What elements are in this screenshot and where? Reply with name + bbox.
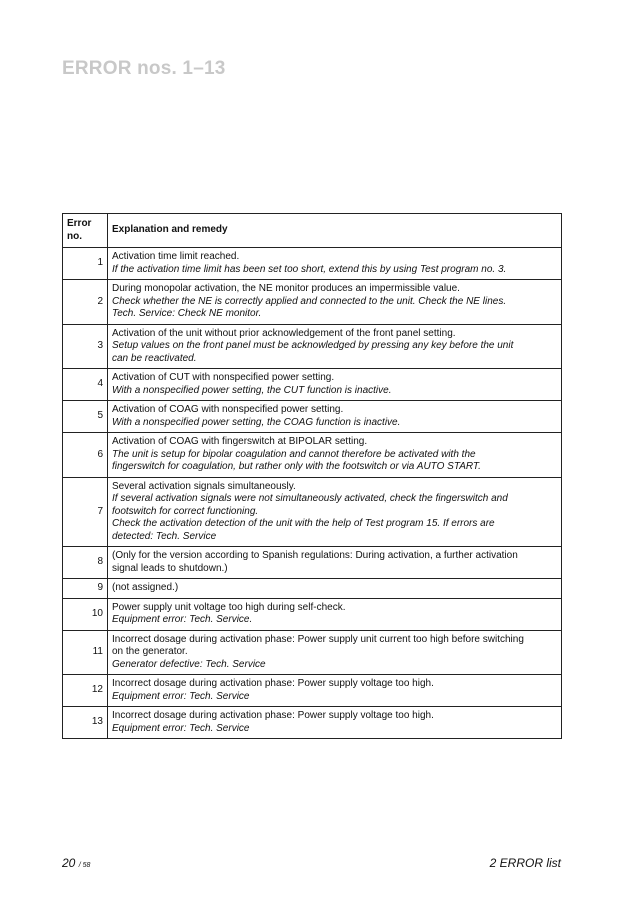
table-row xyxy=(63,579,562,599)
error-number: 11 xyxy=(63,630,108,675)
table-row xyxy=(63,433,562,478)
header-no-label: no. xyxy=(67,230,82,242)
remedy-text: Equipment error: Tech. Service xyxy=(112,722,250,734)
table-row xyxy=(63,248,562,280)
error-number: 1 xyxy=(63,248,108,280)
table-row xyxy=(63,598,562,630)
table-row xyxy=(63,401,562,433)
error-number: 13 xyxy=(63,707,108,739)
remedy-text: Tech. Service: Check NE monitor. xyxy=(112,308,262,319)
error-number: 10 xyxy=(63,598,108,630)
error-table xyxy=(62,213,562,739)
remedy-text: With a nonspecified power setting, the COAG function is inactive. xyxy=(112,416,401,428)
table-body xyxy=(63,248,562,739)
remedy-text: detected: Tech. Service xyxy=(112,530,217,542)
remedy-text: With a nonspecified power setting, the CUT function is inactive. xyxy=(112,384,392,396)
section-label: 2 ERROR list xyxy=(489,856,561,870)
cause-text: Activation time limit reached. xyxy=(112,251,240,262)
cause-text: Incorrect dosage during activation phase: Power supply voltage too high. xyxy=(112,710,434,721)
remedy-text: The unit is setup for bipolar coagulation and cannot therefore be activated with the xyxy=(112,448,476,460)
remedy-text: can be reactivated. xyxy=(112,352,197,364)
cause-text: During monopolar activation, the NE monitor produces an impermissible value. xyxy=(112,283,460,294)
page-current: 20 xyxy=(62,856,76,870)
error-explanation xyxy=(108,248,562,280)
remedy-text: If several activation signals were not simultaneously activated, check the fingerswitch and xyxy=(112,493,508,504)
page-number xyxy=(62,856,90,870)
cause-text: (not assigned.) xyxy=(112,582,179,593)
error-number: 6 xyxy=(63,433,108,478)
error-explanation xyxy=(108,280,562,325)
cause-text: Activation of COAG with nonspecified power setting. xyxy=(112,404,344,415)
table-row xyxy=(63,707,562,739)
remedy-text: Equipment error: Tech. Service. xyxy=(112,614,253,625)
error-number: 3 xyxy=(63,324,108,369)
error-explanation xyxy=(108,547,562,579)
error-explanation xyxy=(108,579,562,599)
error-number: 2 xyxy=(63,280,108,325)
table-row xyxy=(63,477,562,547)
remedy-text: Check whether the NE is correctly applied and connected to the unit. Check the NE lines. xyxy=(112,295,507,307)
error-number: 8 xyxy=(63,547,108,579)
cause-text: (Only for the version according to Spanish regulations: During activation, a further activation xyxy=(112,550,518,561)
remedy-text: footswitch for correct functioning. xyxy=(112,505,259,517)
header-error-label: Error xyxy=(67,218,92,229)
table-row xyxy=(63,369,562,401)
table-header-row xyxy=(63,214,562,248)
table-row xyxy=(63,547,562,579)
cause-text: Incorrect dosage during activation phase: Power supply unit current too high before switching xyxy=(112,633,524,645)
cause-text: Several activation signals simultaneously. xyxy=(112,480,296,492)
cause-text: Power supply unit voltage too high during self-check. xyxy=(112,601,346,613)
error-number: 7 xyxy=(63,477,108,547)
remedy-text: Equipment error: Tech. Service xyxy=(112,690,250,702)
header-error-no xyxy=(63,214,108,248)
remedy-text: Generator defective: Tech. Service xyxy=(112,658,266,670)
error-explanation xyxy=(108,707,562,739)
page-title: ERROR nos. 1–13 xyxy=(62,58,226,79)
error-explanation xyxy=(108,433,562,478)
error-explanation xyxy=(108,598,562,630)
cause-text: on the generator. xyxy=(112,646,188,657)
table-row xyxy=(63,630,562,675)
error-number: 9 xyxy=(63,579,108,599)
error-explanation xyxy=(108,324,562,369)
remedy-text: fingerswitch for coagulation, but rather only with the footswitch or via AUTO START. xyxy=(112,461,481,472)
page-total: / 58 xyxy=(78,862,91,869)
table-row xyxy=(63,324,562,369)
error-number: 5 xyxy=(63,401,108,433)
cause-text: signal leads to shutdown.) xyxy=(112,562,228,574)
error-explanation xyxy=(108,369,562,401)
error-number: 4 xyxy=(63,369,108,401)
error-explanation xyxy=(108,401,562,433)
cause-text: Activation of CUT with nonspecified power setting. xyxy=(112,372,335,383)
table-row xyxy=(63,675,562,707)
cause-text: Activation of the unit without prior acknowledgement of the front panel setting. xyxy=(112,327,456,339)
error-explanation xyxy=(108,675,562,707)
remedy-text: If the activation time limit has been set too short, extend this by using Test program no. 3. xyxy=(112,263,507,275)
header-explanation: Explanation and remedy xyxy=(108,214,562,248)
remedy-text: Setup values on the front panel must be acknowledged by pressing any key before the unit xyxy=(112,340,514,351)
error-explanation xyxy=(108,477,562,547)
error-number: 12 xyxy=(63,675,108,707)
error-explanation xyxy=(108,630,562,675)
cause-text: Incorrect dosage during activation phase: Power supply voltage too high. xyxy=(112,678,434,689)
cause-text: Activation of COAG with fingerswitch at BIPOLAR setting. xyxy=(112,436,368,447)
remedy-text: Check the activation detection of the unit with the help of Test program 15. If errors are xyxy=(112,518,495,529)
table-row xyxy=(63,280,562,325)
